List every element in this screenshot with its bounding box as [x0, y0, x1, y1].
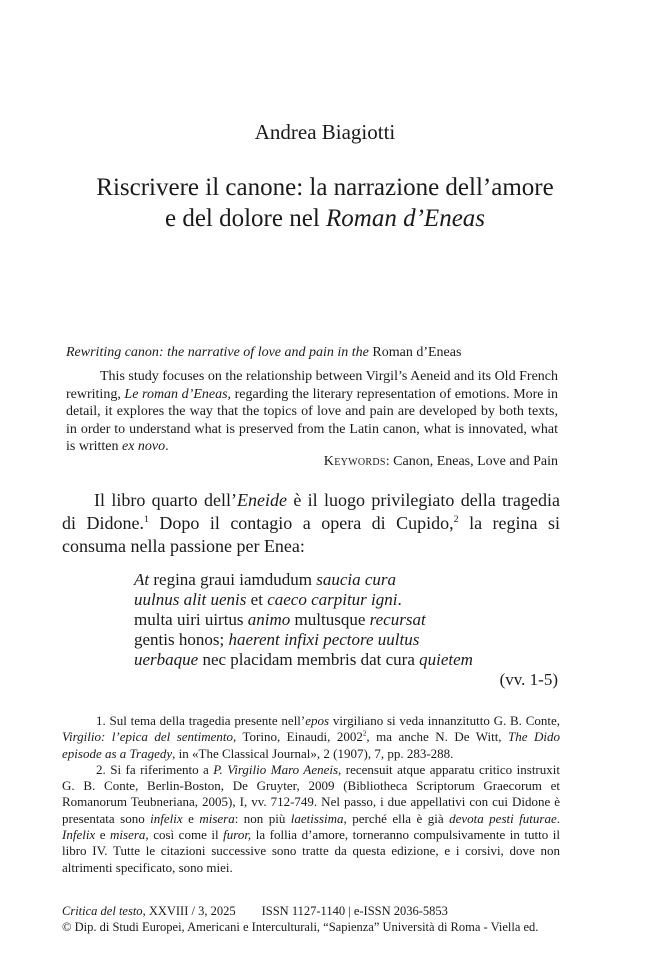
- issn: ISSN 1127-1140 | e-ISSN 2036-5853: [261, 904, 448, 918]
- footnote-ref-1: 1: [143, 514, 149, 525]
- abstract-title: Rewriting canon: the narrative of love and pain in the Roman d’Eneas: [66, 345, 462, 360]
- article-title: [60, 172, 590, 234]
- title-line-1: Riscrivere il canone: la narrazione dell’amore: [96, 174, 554, 201]
- journal-info: Critica del testo, XXVIII / 3, 2025 ISSN 1127-1140 | e-ISSN 2036-5853: [62, 904, 448, 918]
- verse-line: uerbaque nec placidam membris dat cura quietem: [134, 650, 473, 669]
- verse-line: uulnus alit uenis et caeco carpitur igni.: [134, 590, 402, 609]
- footnotes: [62, 713, 560, 876]
- keywords-label: Keywords: [323, 454, 386, 469]
- verse-line: multa uiri uirtus animo multusque recursat: [134, 610, 426, 629]
- footnote-1: 1. Sul tema della tragedia presente nell’epos virgiliano si veda innanzitutto G. B. Conte, Virgilio: l’epica del sentimento, Torino, Einaudi, 2002$^2$, ma anche N. De Witt, The Dido episode as a Tragedy, in «The Classical Journal», 2 (1907), 7, pp. 283-288.: [62, 713, 561, 761]
- page-footer: [62, 903, 572, 935]
- footnote-2: 2. Si fa riferimento a P. Virgilio Maro Aeneis, recensuit atque apparatu critico instruxit G. B. Conte, Berlin-Boston, De Gruyter, 2009 (Bibliotheca Scriptorum Graecorum et Romanorum Teubneriana, 2005), I, vv. 712-749. Nel passo, i due appellativi con cui Didone è presentata sono infelix e misera: non più laetissima, perché ella è già devota pesti futurae. Infelix e misera, così come il furor, la follia d’amore, torneranno compulsivamente in tutto il libro IV. Tutte le citazioni successive sono tratte da questa edizione, e i corsivi, dove non altrimenti specificato, sono miei.: [62, 761, 560, 875]
- verse-quotation: [134, 570, 473, 670]
- keywords: [66, 454, 558, 470]
- verse-line: gentis honos; haerent infixi pectore uultus: [134, 630, 420, 649]
- main-paragraph: Il libro quarto dell’Eneide è il luogo privilegiato della tragedia di Didone.$^1$ Dopo il contagio a opera di Cupido,$^2$ la regina si consuma nella passione per Enea:: [62, 490, 560, 556]
- keywords-value: : Canon, Eneas, Love and Pain: [385, 454, 558, 469]
- verse-line: At regina graui iamdudum saucia cura: [134, 570, 397, 589]
- author-name: Andrea Biagiotti: [254, 120, 396, 144]
- footnote-ref-2: 2: [453, 514, 459, 525]
- copyright: © Dip. di Studi Europei, Americani e Interculturali, “Sapienza” Università di Roma - Viella ed.: [62, 920, 539, 934]
- verse-reference: (vv. 1-5): [499, 670, 558, 689]
- abstract-body: This study focuses on the relationship between Virgil’s Aeneid and its Old French rewriting, Le roman d’Eneas, regarding the literary representation of emotions. More in detail, it explores the way that the topics of love and pain are developed by both texts, in order to understand what is preserved from the Latin canon, what is innovated, what is written ex novo.: [66, 369, 559, 454]
- title-line-2: e del dolore nel Roman d’Eneas: [164, 205, 486, 232]
